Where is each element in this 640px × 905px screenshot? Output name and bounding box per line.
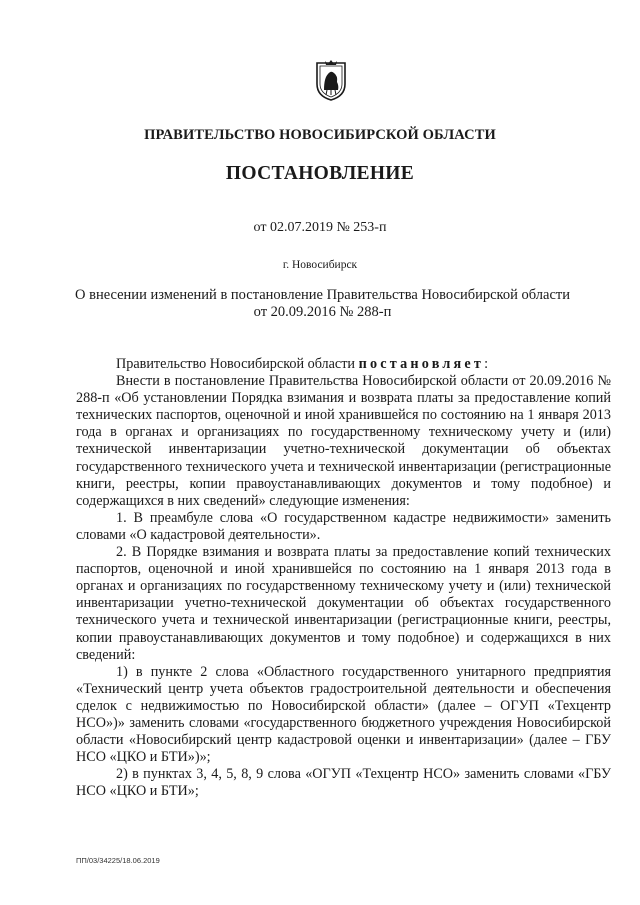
- coat-of-arms-icon: [314, 60, 348, 102]
- subject-line-1: О внесении изменений в постановление Правительства Новосибирской области: [75, 287, 570, 303]
- intro-tail: :: [484, 356, 489, 372]
- document-date-number: от 02.07.2019 № 253-п: [253, 220, 387, 235]
- intro-paragraph: [76, 356, 611, 373]
- item-2-paragraph: 2. В Порядке взимания и возврата платы за предоставление копий технических паспортов, оценочной и иной хранившейся по состоянию на 1 января 2013 года в органах и организациях по государственному техническому учету и (или) технической инвентаризации учетно-технической документации об объектах государственного технического учета и технической инвентаризации (регистрационные книги, реестры, копии правоустанавливающих документов и тому подобное) и содержащихся в них сведений:: [76, 544, 611, 663]
- subitem-2-paragraph: 2) в пунктах 3, 4, 5, 8, 9 слова «ОГУП «Техцентр НСО» заменить словами «ГБУ НСО «ЦКО и БТИ»;: [76, 766, 611, 800]
- main-paragraph: Внести в постановление Правительства Новосибирской области от 20.09.2016 № 288-п «Об установлении Порядка взимания и возврата платы за предоставление копий технических паспортов, оценочной и иной хранившейся по состоянию на 1 января 2013 года в органах и организациях по государственному техническому учету и (или) технической инвентаризации учетно-технической документации об объектах государственного технического учета и технической инвентаризации (регистрационные книги, реестры, копии правоустанавливающих документов и тому подобное) и содержащихся в них сведений» следующие изменения:: [76, 373, 611, 509]
- document-body: [76, 356, 611, 800]
- decree-word: постановляет: [358, 356, 485, 372]
- document-subject: [40, 287, 605, 321]
- organization-title: ПРАВИТЕЛЬСТВО НОВОСИБИРСКОЙ ОБЛАСТИ: [144, 127, 496, 143]
- document-type: ПОСТАНОВЛЕНИЕ: [225, 163, 415, 184]
- city-name: г. Новосибирск: [282, 259, 358, 271]
- intro-lead: Правительство Новосибирской области: [116, 356, 359, 372]
- item-1-paragraph: 1. В преамбуле слова «О государственном кадастре недвижимости» заменить словами «О кадастровой деятельности».: [76, 509, 611, 543]
- subitem-1-paragraph: 1) в пункте 2 слова «Областного государственного унитарного предприятия «Технический центр учета объектов градостроительной деятельности и обеспечения сделок с недвижимостью по Новосибирской области» (далее – ОГУП «Техцентр НСО»)» заменить словами «государственного бюджетного учреждения Новосибирской области «Новосибирский центр кадастровой оценки и инвентаризации» (далее – ГБУ НСО «ЦКО и БТИ»)»;: [76, 663, 611, 766]
- document-code: ПП/03/34225/18.06.2019: [76, 856, 160, 865]
- subject-line-2: от 20.09.2016 № 288-п: [253, 304, 392, 320]
